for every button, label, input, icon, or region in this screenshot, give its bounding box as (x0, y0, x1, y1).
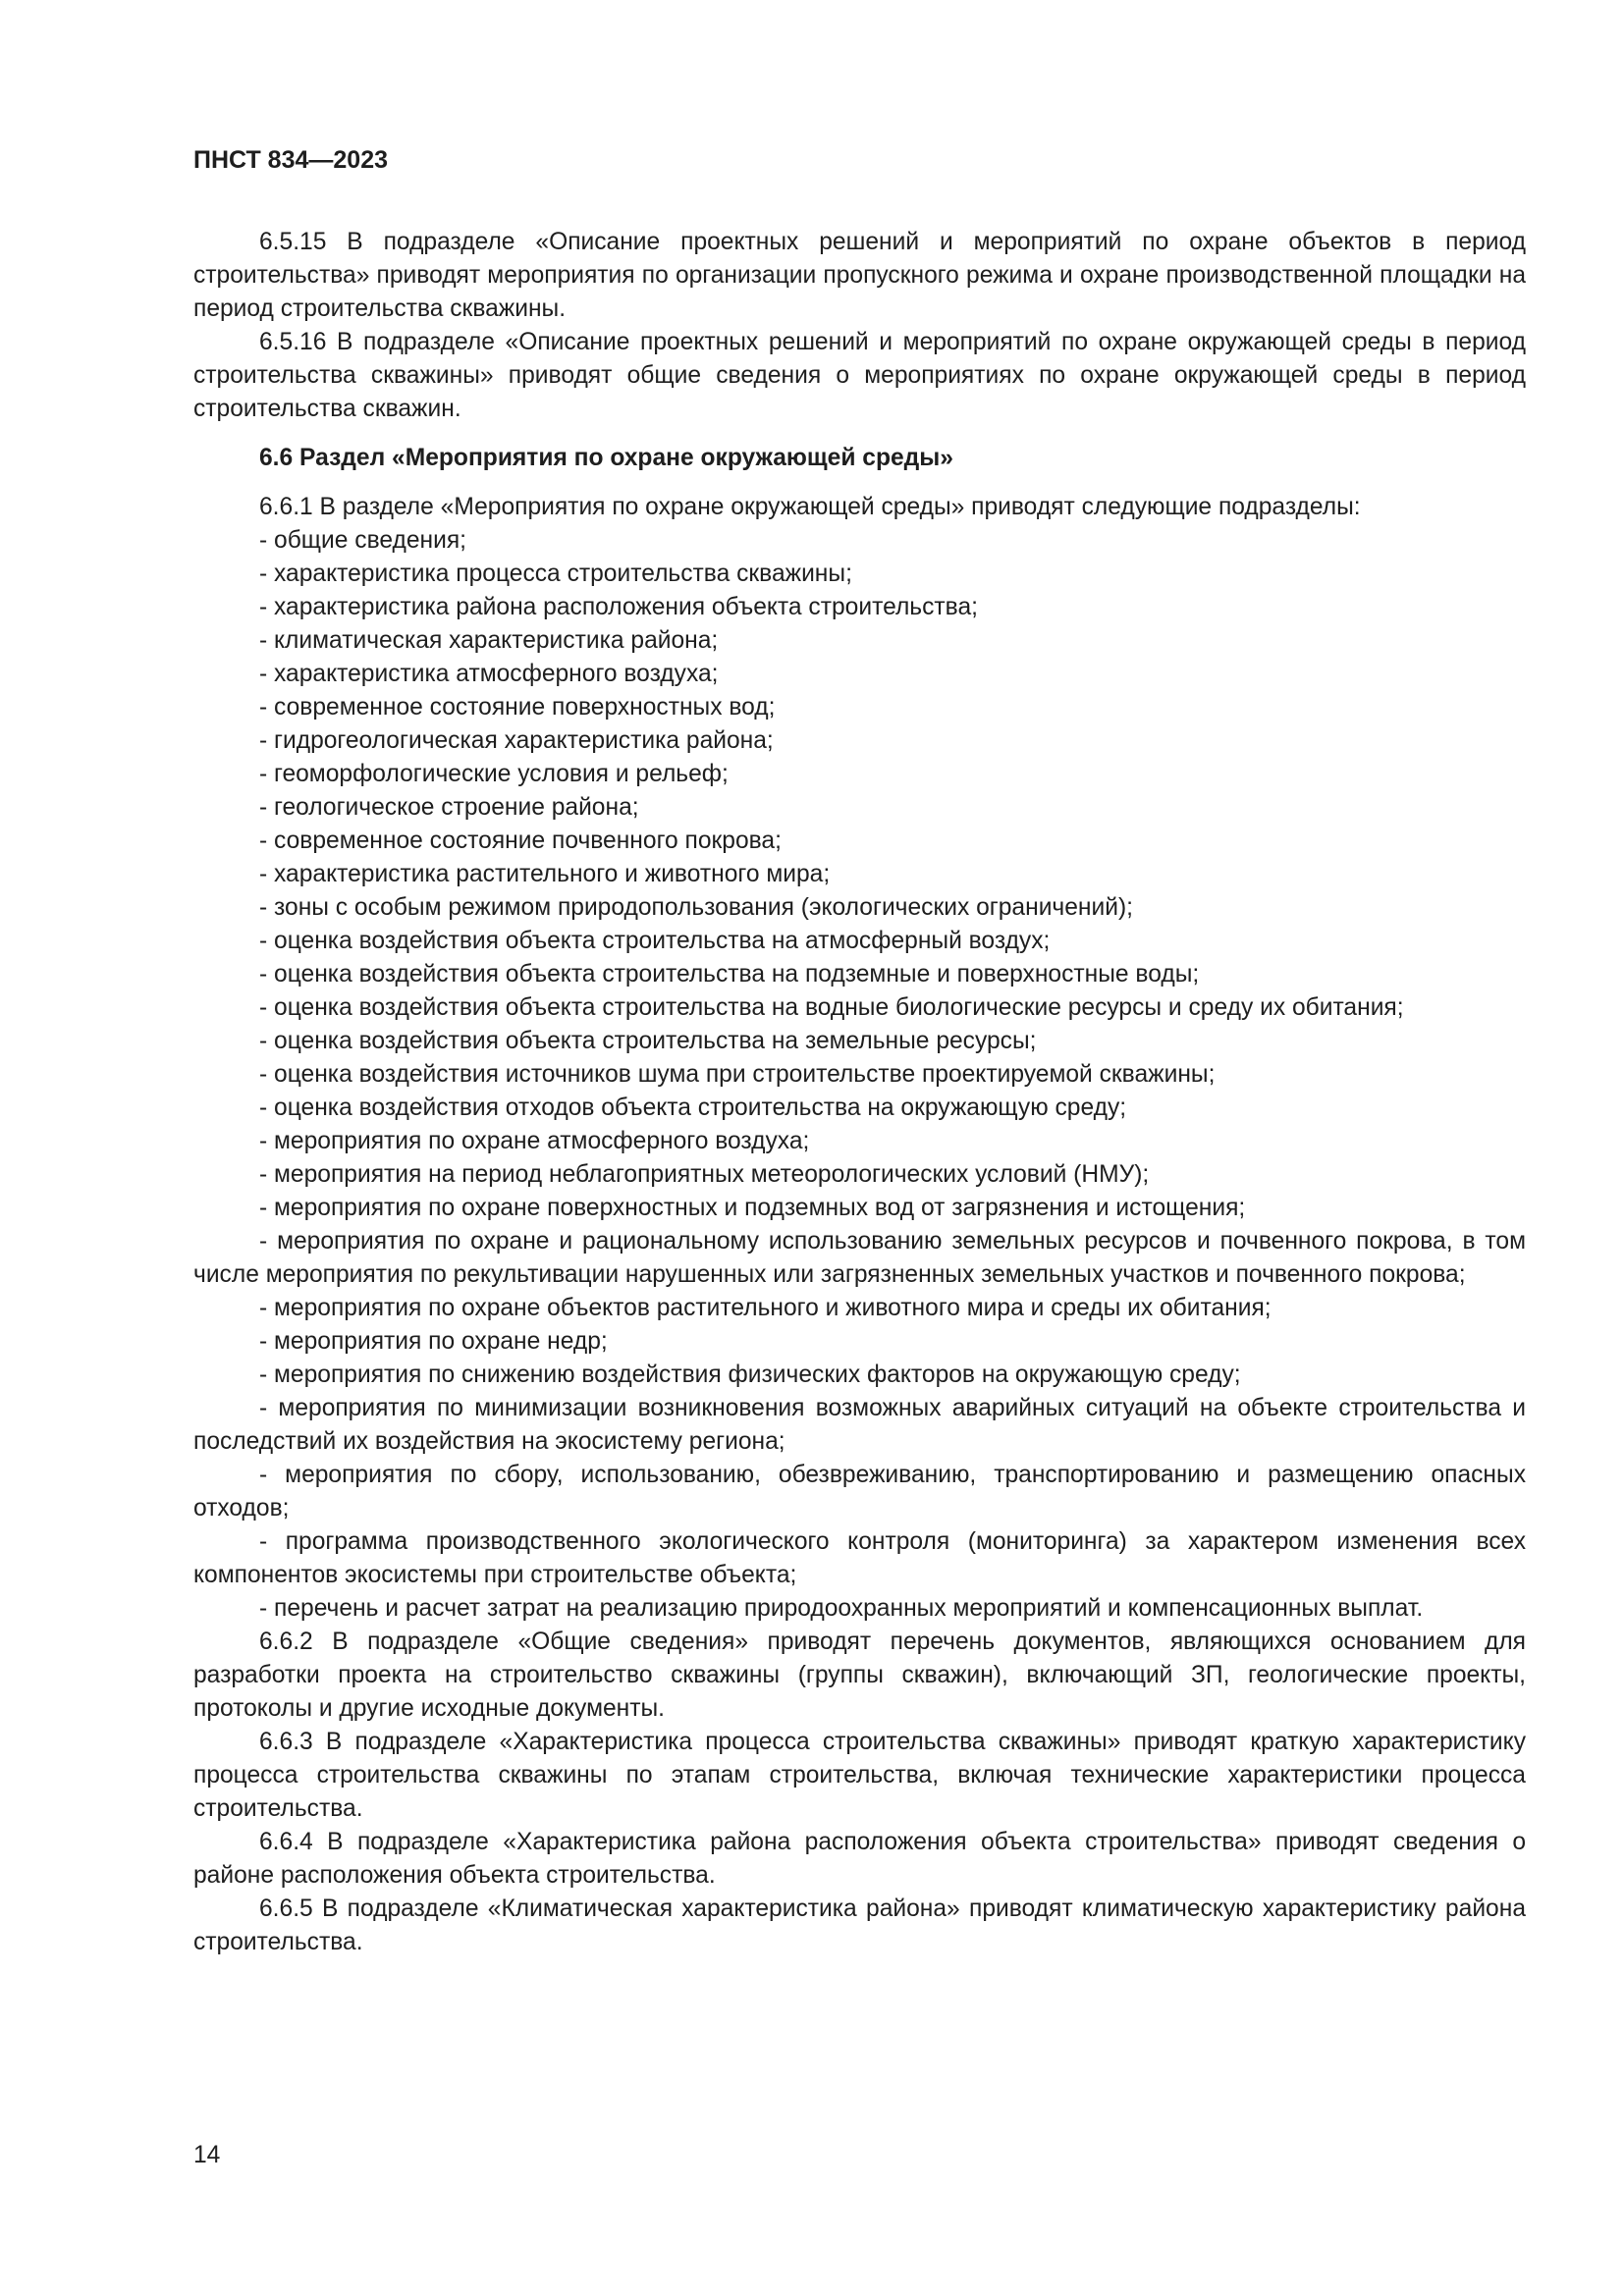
list-item: - геологическое строение района; (259, 794, 639, 821)
list-item: - оценка воздействия отходов объекта строительства на окружающую среду; (259, 1095, 1127, 1121)
list-item: - оценка воздействия объекта строительства на земельные ресурсы; (259, 1028, 1037, 1054)
paragraph-6-6-2: 6.6.2 В подразделе «Общие сведения» приводят перечень документов, являющихся основанием для разработки проекта на строительство скважины (группы скважин), включающий ЗП, геологические проекты, протоколы и другие исходные документы. (193, 1629, 1526, 1722)
list-item: - мероприятия по охране атмосферного воздуха; (259, 1128, 810, 1154)
paragraph-6-6-4: 6.6.4 В подразделе «Характеристика района расположения объекта строительства» приводят сведения о районе расположения объекта строительства. (193, 1829, 1526, 1889)
section-title: 6.6 Раздел «Мероприятия по охране окружающей среды» (259, 445, 953, 471)
list-item: - оценка воздействия объекта строительства на подземные и поверхностные воды; (259, 961, 1200, 988)
list-item: - характеристика атмосферного воздуха; (259, 661, 719, 687)
list-item: - характеристика растительного и животного мира; (259, 861, 831, 887)
paragraph-6-5-15: 6.5.15 В подразделе «Описание проектных решений и мероприятий по охране объектов в период строительства» приводят мероприятия по организации пропускного режима и охране производственной площадки на период строительства скважины. (193, 229, 1526, 322)
list-item: - мероприятия по охране объектов растительного и животного мира и среды их обитания; (259, 1295, 1272, 1321)
list-item: - оценка воздействия объекта строительства на атмосферный воздух; (259, 928, 1051, 954)
list-item: - характеристика района расположения объекта строительства; (259, 594, 978, 620)
paragraph-6-6-1: 6.6.1 В разделе «Мероприятия по охране окружающей среды» приводят следующие подразделы: (259, 494, 1361, 520)
list-item: - оценка воздействия источников шума при строительстве проектируемой скважины; (259, 1061, 1216, 1088)
paragraph-6-6-5: 6.6.5 В подразделе «Климатическая характеристика района» приводят климатическую характеристику района строительства. (193, 1896, 1526, 1955)
list-item: - геоморфологические условия и рельеф; (259, 761, 729, 787)
list-item: - гидрогеологическая характеристика района; (259, 727, 774, 754)
list-item: - зоны с особым режимом природопользования (экологических ограничений); (259, 894, 1133, 921)
list-item: - перечень и расчет затрат на реализацию природоохранных мероприятий и компенсационных выплат. (259, 1595, 1424, 1622)
list-item: - мероприятия по охране поверхностных и подземных вод от загрязнения и истощения; (259, 1195, 1246, 1221)
page-number: 14 (193, 2142, 221, 2168)
list-item: - климатическая характеристика района; (259, 627, 719, 654)
list-item: - мероприятия по минимизации возникновения возможных аварийных ситуаций на объекте строительства и последствий их воздействия на экосистему региона; (193, 1395, 1526, 1455)
list-item: - мероприятия по сбору, использованию, обезвреживанию, транспортированию и размещению опасных отходов; (193, 1462, 1526, 1522)
paragraph-6-5-16: 6.5.16 В подразделе «Описание проектных решений и мероприятий по охране окружающей среды в период строительства скважины» приводят общие сведения о мероприятиях по охране окружающей среды в период строительства скважин. (193, 329, 1526, 422)
list-item: - современное состояние почвенного покрова; (259, 828, 782, 854)
subsection-list (193, 524, 1526, 1626)
list-item: - мероприятия по охране и рациональному использованию земельных ресурсов и почвенного покрова, в том числе мероприятия по рекультивации нарушенных или загрязненных земельных участков и почвенного покрова; (193, 1228, 1526, 1288)
document-code: ПНСТ 834—2023 (193, 146, 388, 174)
list-item: - мероприятия на период неблагоприятных метеорологических условий (НМУ); (259, 1161, 1150, 1188)
list-item: - современное состояние поверхностных вод; (259, 694, 776, 721)
list-item: - оценка воздействия объекта строительства на водные биологические ресурсы и среду их обитания; (259, 994, 1404, 1021)
list-item: - характеристика процесса строительства скважины; (259, 561, 852, 587)
list-item: - программа производственного экологического контроля (мониторинга) за характером изменения всех компонентов экосистемы при строительстве объекта; (193, 1528, 1526, 1588)
list-item: - мероприятия по снижению воздействия физических факторов на окружающую среду; (259, 1362, 1241, 1388)
list-item: - общие сведения; (259, 527, 466, 554)
list-item: - мероприятия по охране недр; (259, 1328, 608, 1355)
paragraph-6-6-3: 6.6.3 В подразделе «Характеристика процесса строительства скважины» приводят краткую характеристику процесса строительства скважины по этапам строительства, включая технические характеристики процесса строительства. (193, 1729, 1526, 1822)
